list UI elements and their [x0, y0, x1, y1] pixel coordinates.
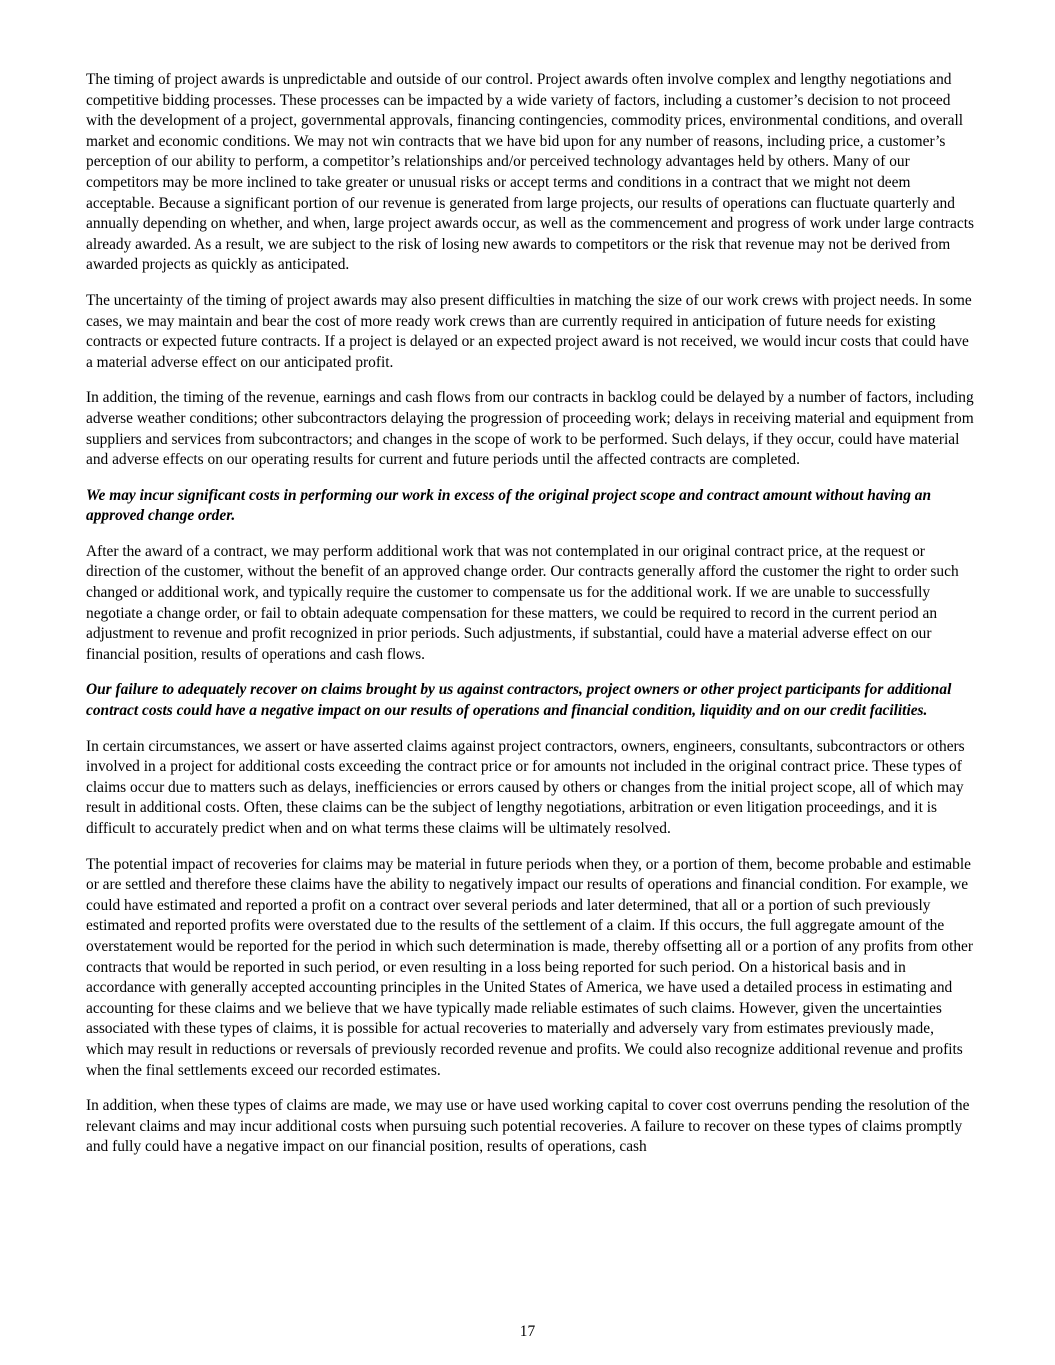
paragraph-work-crew-timing: The uncertainty of the timing of project awards may also present difficulties in matching the size of our work crews with project needs. In some cases, we may maintain and bear the cost of more ready work crews than are currently required in anticipation of future needs for existing contracts or expected future contracts. If a project is delayed or an expected project award is not received, we would incur costs that could have a material adverse effect on our anticipated profit.: [86, 291, 972, 371]
paragraph-claims-impact: The potential impact of recoveries for claims may be material in future periods when they, or a portion of them, become probable and estimable or are settled and therefore these claims have the ability to negatively impact our results of operations and financial condition. For example, we could have estimated and reported a profit on a contract over several periods and later determined, that all or a portion of such previously estimated and reported profits were overstated due to the results of the settlement of a claim. If this occurs, the full aggregate amount of the overstatement would be reported for the period in which such determination is made, thereby offsetting all or a portion of any profits from other contracts that would be reported in such period, or even resulting in a loss being reported for such period. On a historical basis and in accordance with generally accepted accounting principles in the United States of America, we have used a detailed process in estimating and accounting for these claims and we believe that we have typically made reliable estimates of such claims. However, given the uncertainties associated with these types of claims, it is possible for actual recoveries to materially and adversely vary from estimates previously made, which may result in reductions or reversals of previously recorded revenue and profits. We could also recognize additional revenue and profits when the final settlements exceed our recorded estimates.: [86, 855, 973, 1079]
paragraph-change-orders: After the award of a contract, we may perform additional work that was not contemplated in our original contract price, at the request or direction of the customer, without the benefit of an approved change order. Our contracts generally afford the customer the right to order such changed or additional work, and typically require the customer to compensate us for the additional work. If we are unable to successfully negotiate a change order, or fail to obtain adequate compensation for these matters, we could be required to record in the current period an adjustment to revenue and profit recognized in prior periods. Such adjustments, if substantial, could have a material adverse effect on our financial position, results of operations and cash flows.: [86, 542, 959, 663]
paragraph-project-award-timing: The timing of project awards is unpredictable and outside of our control. Project awards often involve complex and lengthy negotiations and competitive bidding processes. These processes can be impacted by a wide variety of factors, including a customer’s decision to not proceed with the development of a project, governmental approvals, financing contingencies, commodity prices, environmental conditions, and overall market and economic conditions. We may not win contracts that we have bid upon for any number of reasons, including price, a customer’s perception of our ability to perform, a competitor’s relationships and/or perceived technology advantages held by others. Many of our competitors may be more inclined to take greater or unusual risks or accept terms and conditions in a contract that we might not deem acceptable. Because a significant portion of our revenue is generated from large projects, our results of operations can fluctuate quarterly and annually depending on whether, and when, large project awards occur, as well as the commencement and progress of work under large contracts already awarded. As a result, we are subject to the risk of losing new awards to competitors or the risk that revenue may not be derived from awarded projects as quickly as anticipated.: [86, 71, 974, 274]
risk-heading-change-orders: We may incur significant costs in performing our work in excess of the original project scope and contract amount without having an approved change order.: [86, 486, 932, 525]
paragraph-claims-assertion: In certain circumstances, we assert or have asserted claims against project contractors, owners, engineers, consultants, subcontractors or others involved in a project for additional costs exceeding the contract price or for amounts not included in the original contract price. These types of claims occur due to matters such as delays, inefficiencies or errors caused by others or changes from the initial project scope, all of which may result in additional costs. Often, these claims can be the subject of lengthy negotiations, arbitration or even litigation proceedings, and it is difficult to accurately predict when and on what terms these claims will be ultimately resolved.: [86, 737, 965, 837]
risk-heading-claims-recovery: Our failure to adequately recover on claims brought by us against contractors, project owners or other project participants for additional contract costs could have a negative impact on our results of operations and financial condition, liquidity and on our credit facilities.: [86, 681, 952, 720]
paragraph-claims-working-capital: In addition, when these types of claims are made, we may use or have used working capital to cover cost overruns pending the resolution of the relevant claims and may incur additional costs when pursuing such potential recoveries. A failure to recover on these types of claims promptly and fully could have a negative impact on our financial position, results of operations, cash: [86, 1097, 970, 1156]
page-number: 17: [519, 1323, 536, 1340]
paragraph-backlog-delays: In addition, the timing of the revenue, earnings and cash flows from our contracts in backlog could be delayed by a number of factors, including adverse weather conditions; other subcontractors delaying the progression of proceeding work; delays in receiving material and equipment from suppliers and services from subcontractors; and changes in the scope of work to be performed. Such delays, if they occur, could have material and adverse effects on our operating results for current and future periods until the affected contracts are completed.: [86, 389, 974, 469]
document-page: [86, 70, 974, 1173]
